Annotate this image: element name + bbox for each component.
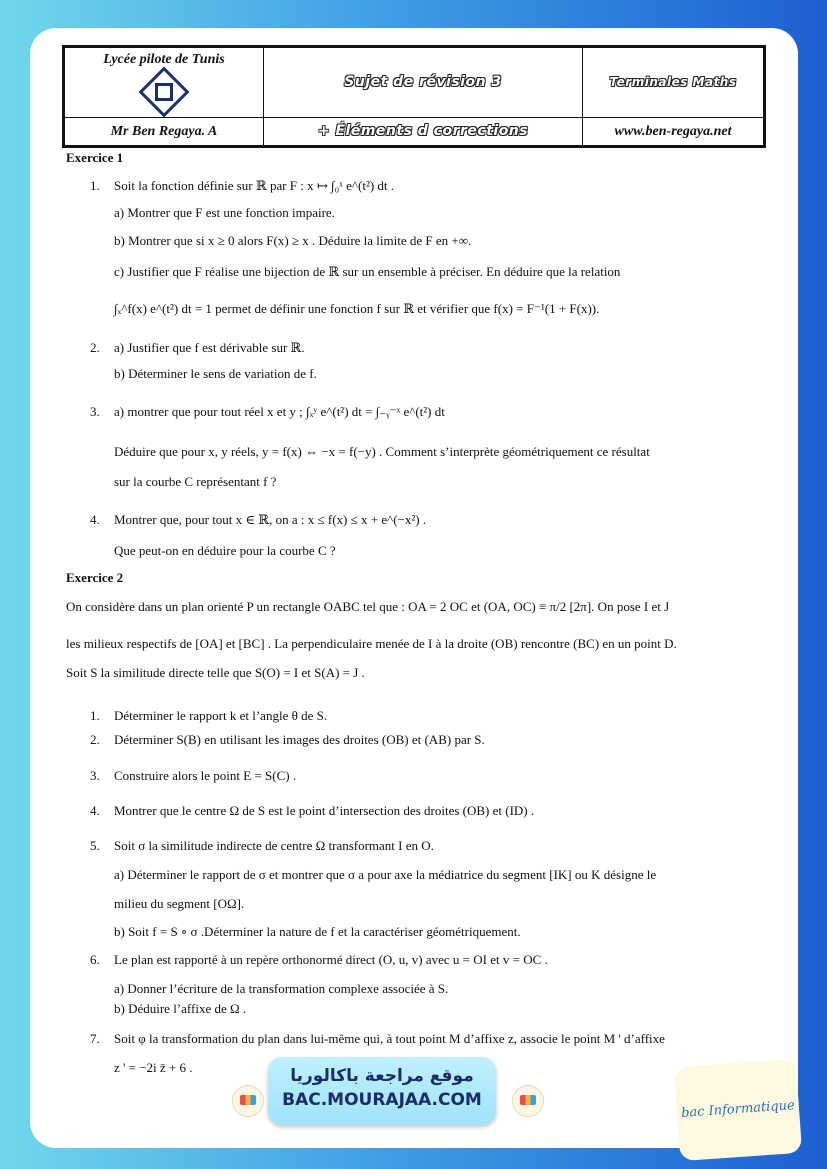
right-book-icon bbox=[512, 1085, 544, 1117]
corrections-cell bbox=[264, 118, 583, 146]
corrections-label: + Éléments d corrections bbox=[317, 123, 529, 139]
ex2-q7-formula: z ' = −2i z̄ + 6 . bbox=[114, 1060, 193, 1075]
school-cell bbox=[65, 48, 264, 118]
ex1-q1b: b) Montrer que si x ≥ 0 alors F(x) ≥ x . Déduire la limite de F en +∞. bbox=[114, 233, 472, 248]
footer-banner[interactable] bbox=[268, 1057, 496, 1125]
ex1-q4-num: 4. bbox=[90, 512, 100, 527]
bac-informatique-badge: bac Informatique bbox=[674, 1059, 802, 1161]
ex2-q6b: b) Déduire l’affixe de Ω . bbox=[114, 1001, 247, 1016]
footer-arabic-title: موقع مراجعة باكالوريا bbox=[290, 1066, 474, 1086]
ex2-q2: Déterminer S(B) en utilisant les images des droites (OB) et (AB) par S. bbox=[114, 732, 485, 747]
ex1-q3c: sur la courbe C représentant f ? bbox=[114, 474, 277, 489]
ex2-q6: Le plan est rapporté à un repère orthonormé direct (O, u, v) avec u = OI et v = OC . bbox=[114, 952, 548, 967]
ex2-intro-line-2: les milieux respectifs de [OA] et [BC] . La perpendiculaire menée de I à la droite (OB) rencontre (BC) en un point D. bbox=[66, 636, 677, 651]
ex2-q4: Montrer que le centre Ω de S est le point d’intersection des droites (OB) et (ID) . bbox=[114, 803, 535, 818]
ex1-q1-text: Soit la fonction définie sur ℝ par F : x ↦ ∫₀ˣ e^(t²) dt . bbox=[114, 178, 395, 193]
ex2-q1-num: 1. bbox=[90, 708, 100, 723]
ex1-q1-num: 1. bbox=[90, 178, 100, 193]
ex2-q2-num: 2. bbox=[90, 732, 100, 747]
ex2-q6a: a) Donner l’écriture de la transformation complexe associée à S. bbox=[114, 981, 449, 996]
ex2-q5a-cont: milieu du segment [OΩ]. bbox=[114, 896, 245, 911]
ex2-q6-num: 6. bbox=[90, 952, 100, 967]
ex1-q4b: Que peut-on en déduire pour la courbe C ? bbox=[114, 543, 336, 558]
ex2-q7-num: 7. bbox=[90, 1031, 100, 1046]
ex1-q3a: a) montrer que pour tout réel x et y ; ∫ₓʸ e^(t²) dt = ∫₋ᵧ⁻ˣ e^(t²) dt bbox=[114, 404, 445, 419]
level-label: Terminales Maths bbox=[609, 74, 737, 89]
website-link[interactable]: www.ben-regaya.net bbox=[583, 118, 764, 146]
ex1-q3-num: 3. bbox=[90, 404, 100, 419]
ex1-q1a: a) Montrer que F est une fonction impaire. bbox=[114, 205, 335, 220]
ex2-intro-line-3: Soit S la similitude directe telle que S(O) = I et S(A) = J . bbox=[66, 665, 365, 680]
left-book-icon bbox=[232, 1085, 264, 1117]
level-cell bbox=[583, 48, 764, 118]
ex2-q1: Déterminer le rapport k et l’angle θ de S. bbox=[114, 708, 328, 723]
ex1-q2b: b) Déterminer le sens de variation de f. bbox=[114, 366, 317, 381]
ex1-q2a: a) Justifier que f est dérivable sur ℝ. bbox=[114, 340, 305, 355]
ex1-q3b: Déduire que pour x, y réels, y = f(x) ⇔ −x = f(−y) . Comment s’interprète géométriquement ce résultat bbox=[114, 444, 650, 459]
ex2-q4-num: 4. bbox=[90, 803, 100, 818]
subject-cell bbox=[264, 48, 583, 118]
exercise-2-title: Exercice 2 bbox=[66, 570, 124, 585]
ex2-q3-num: 3. bbox=[90, 768, 100, 783]
exercise-1-title: Exercice 1 bbox=[66, 150, 124, 165]
ex2-q3: Construire alors le point E = S(C) . bbox=[114, 768, 297, 783]
header-table bbox=[62, 45, 766, 148]
ex1-q4: Montrer que, pour tout x ∈ ℝ, on a : x ≤ f(x) ≤ x + e^(−x²) . bbox=[114, 512, 427, 527]
school-logo-icon bbox=[146, 74, 182, 110]
ex2-q5b: b) Soit f = S ∘ σ .Déterminer la nature de f et la caractériser géométriquement. bbox=[114, 924, 521, 939]
teacher-name: Mr Ben Regaya. A bbox=[65, 118, 264, 146]
ex2-intro-line-1: On considère dans un plan orienté P un rectangle OABC tel que : OA = 2 OC et (OA, OC) ≡ π/2 [2π]. On pose I et J bbox=[66, 599, 670, 614]
ex2-q5: Soit σ la similitude indirecte de centre Ω transformant I en O. bbox=[114, 838, 434, 853]
school-name: Lycée pilote de Tunis bbox=[103, 52, 225, 67]
ex1-q1c: c) Justifier que F réalise une bijection de ℝ sur un ensemble à préciser. En déduire que la relation bbox=[114, 264, 621, 279]
ex2-q5-num: 5. bbox=[90, 838, 100, 853]
footer-url[interactable]: BAC.MOURAJAA.COM bbox=[282, 1090, 482, 1110]
document-sheet bbox=[30, 28, 798, 1148]
ex2-q7: Soit φ la transformation du plan dans lui-même qui, à tout point M d’affixe z, associe le point M ' d’affixe bbox=[114, 1031, 665, 1046]
ex1-q1c-relation: ∫ₓ^f(x) e^(t²) dt = 1 permet de définir une fonction f sur ℝ et vérifier que f(x) = F⁻¹(1 + F(x)). bbox=[114, 301, 600, 316]
subject-title: Sujet de révision 3 bbox=[344, 74, 502, 90]
ex2-q5a: a) Déterminer le rapport de σ et montrer que σ a pour axe la médiatrice du segment [IK] ou K désigne le bbox=[114, 867, 657, 882]
ex1-q2-num: 2. bbox=[90, 340, 100, 355]
